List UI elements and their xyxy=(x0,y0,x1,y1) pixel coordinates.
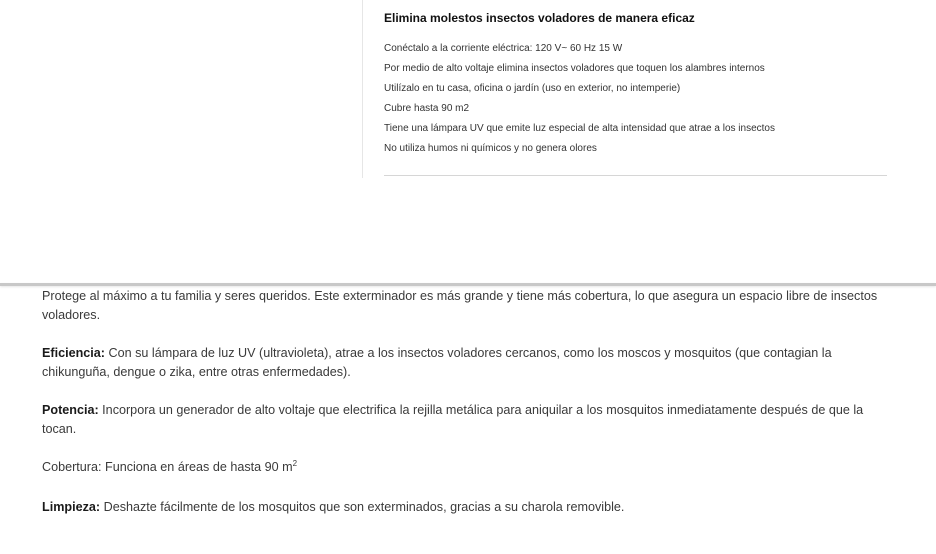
description-cleaning xyxy=(42,498,892,517)
spec-block xyxy=(384,10,887,159)
power-label: Potencia: xyxy=(42,403,99,417)
description-efficiency xyxy=(42,344,892,382)
description-power xyxy=(42,401,892,439)
description-coverage xyxy=(42,458,892,477)
product-description xyxy=(42,287,892,536)
vertical-divider xyxy=(362,0,363,178)
spec-divider xyxy=(384,175,887,176)
spec-item-usage: Utilízalo en tu casa, oficina o jardín (uso en exterior, no intemperie) xyxy=(384,83,681,94)
coverage-text: Cobertura: Funciona en áreas de hasta 90 m xyxy=(42,460,293,474)
cleaning-label: Limpieza: xyxy=(42,500,101,514)
spec-item-power: Conéctalo a la corriente eléctrica: 120 V~ 60 Hz 15 W xyxy=(384,43,623,54)
section-separator xyxy=(0,283,936,286)
spec-item-no-chemicals: No utiliza humos ni químicos y no genera olores xyxy=(384,143,597,154)
spec-title: Elimina molestos insectos voladores de manera eficaz xyxy=(384,11,695,25)
efficiency-text: Con su lámpara de luz UV (ultravioleta), atrae a los insectos voladores cercanos, como los moscos y mosquitos (que contagian la chikunguña, dengue o zika, entre otras enfermedades). xyxy=(42,346,832,379)
spec-item-voltage: Por medio de alto voltaje elimina insectos voladores que toquen los alambres internos xyxy=(384,63,765,74)
efficiency-label: Eficiencia: xyxy=(42,346,105,360)
description-intro: Protege al máximo a tu familia y seres queridos. Este exterminador es más grande y tiene más cobertura, lo que asegura un espacio libre de insectos voladores. xyxy=(42,289,878,322)
spec-list xyxy=(384,39,887,159)
coverage-superscript: 2 xyxy=(292,459,298,468)
spec-item-coverage: Cubre hasta 90 m2 xyxy=(384,103,470,114)
power-text: Incorpora un generador de alto voltaje que electrifica la rejilla metálica para aniquilar a los mosquitos inmediatamente después de que la tocan. xyxy=(42,403,864,436)
spec-item-uv-lamp: Tiene una lámpara UV que emite luz especial de alta intensidad que atrae a los insectos xyxy=(384,123,775,134)
cleaning-text: Deshazte fácilmente de los mosquitos que son exterminados, gracias a su charola removible. xyxy=(100,500,625,514)
